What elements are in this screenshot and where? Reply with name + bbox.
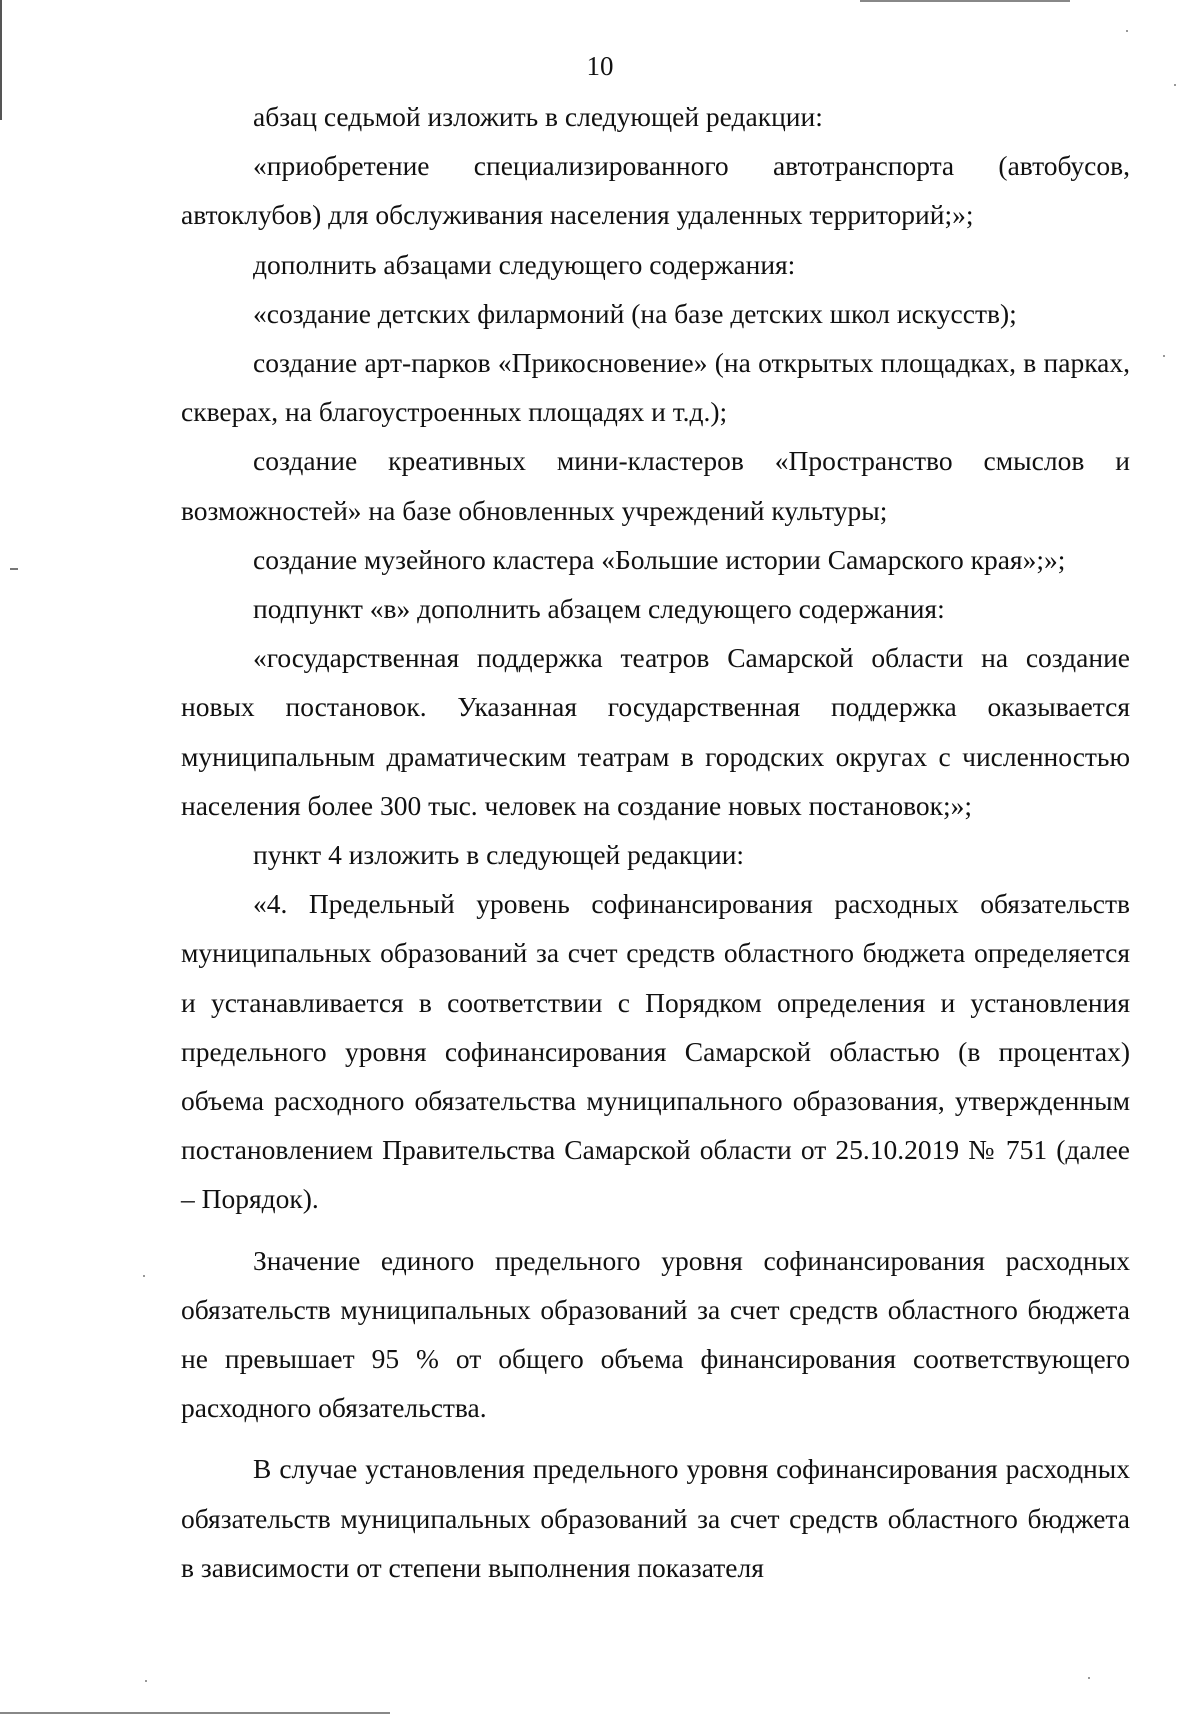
paragraph: дополнить абзацами следующего содержания: — [253, 248, 796, 280]
paragraph: «4. Предельный уровень софинансирования расходных обязательств муниципальных образований за счет средств областного бюджета определяется и устанавливается в соответствии с Порядком определения и установления предельного уровня софинансирования Самарской областью (в процентах) объема расходного обязательства муниципального образования, утвержденным постановлением Правительства Самарской области от 25.10.2019 № 751 (далее – Порядок). — [181, 888, 1130, 1215]
document-body — [181, 92, 1130, 1592]
paragraph: В случае установления предельного уровня софинансирования расходных обязательств муниципальных образований за счет средств областного бюджета в зависимости от степени выполнения показателя — [181, 1453, 1130, 1583]
scan-speck — [1126, 30, 1128, 32]
scan-speck — [10, 568, 18, 570]
paragraph: Значение единого предельного уровня софинансирования расходных обязательств муниципальных образований за счет средств областного бюджета не превышает 95 % от общего объема финансирования соответствующего расходного обязательства. — [181, 1244, 1130, 1424]
paragraph: «государственная поддержка театров Самарской области на создание новых постановок. Указанная государственная поддержка оказывается муниципальным драматическим театрам в городских округах с численностью населения более 300 тыс. человек на создание новых постановок;»; — [181, 642, 1130, 821]
scan-speck — [1174, 84, 1176, 86]
paragraph: создание креативных мини-кластеров «Пространство смыслов и возможностей» на базе обновленных учреждений культуры; — [181, 445, 1130, 526]
paragraph: абзац седьмой изложить в следующей редакции: — [253, 101, 823, 132]
page-number: 10 — [586, 51, 614, 81]
scan-speck — [145, 1680, 147, 1682]
paragraph: пункт 4 изложить в следующей редакции: — [253, 839, 745, 871]
scan-edge-line-bottom — [0, 1712, 390, 1714]
scan-speck — [143, 1275, 145, 1277]
scan-edge-line-top — [860, 0, 1070, 2]
scan-speck — [1163, 355, 1165, 357]
paragraph: создание арт-парков «Прикосновение» (на открытых площадках, в парках, скверах, на благоустроенных площадях и т.д.); — [181, 347, 1130, 428]
paragraph: «создание детских филармоний (на базе детских школ искусств); — [253, 297, 1017, 329]
paragraph: подпункт «в» дополнить абзацем следующего содержания: — [253, 593, 945, 625]
paragraph: «приобретение специализированного автотранспорта (автобусов, автоклубов) для обслуживания населения удаленных территорий;»; — [181, 150, 1130, 231]
paragraph: создание музейного кластера «Большие истории Самарского края»;»; — [253, 543, 1066, 575]
scan-speck — [1088, 1677, 1090, 1679]
